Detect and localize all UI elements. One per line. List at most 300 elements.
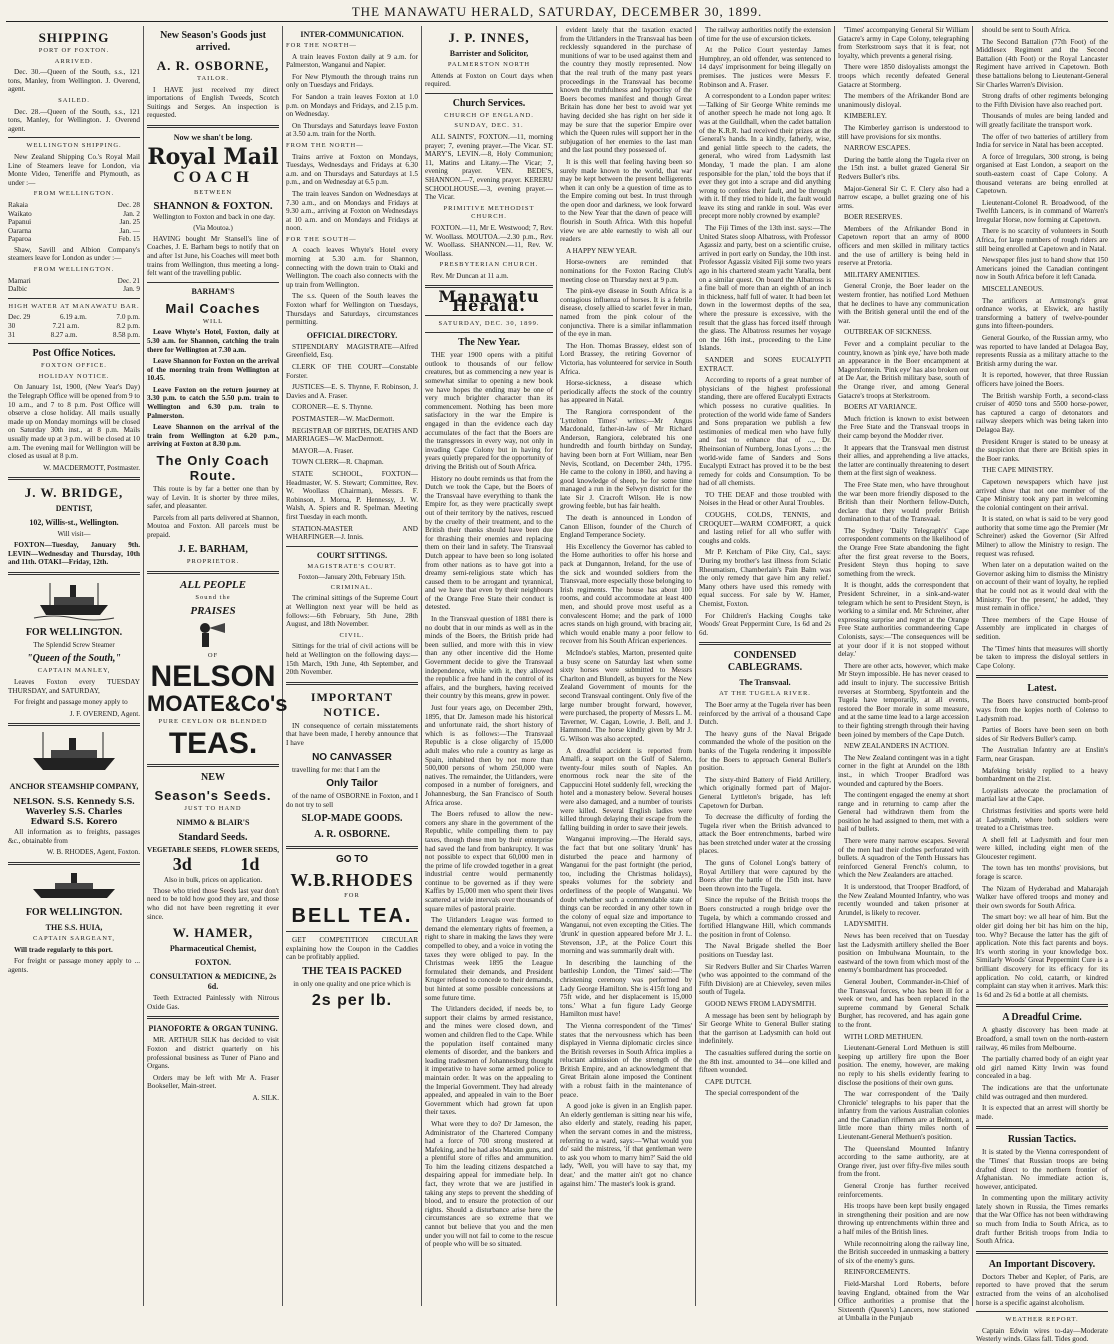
divider bbox=[147, 125, 279, 128]
paragraph: The railway authorities notify the extension of time for the use of excursion tickets. bbox=[699, 26, 831, 43]
official-directory: OFFICIAL DIRECTORY. bbox=[306, 330, 398, 340]
ship-row-cell: Dec. 28 bbox=[117, 200, 140, 209]
paragraph: His Excellency the Governor has cabled to the Home authorities to offer his horse and pack at Dungannon, Ireland, for the use of the sick and wounded soldiers from the Transvaal, more especially those belonging to Irish regiments. The house has about 100 rooms, and could accommodate at least 400 men, and should prove most useful as a convalescent Home; and the park of 1000 acres stands on high ground, with bracing air, which would enable many a poor fellow to recover from his South African experiences. bbox=[560, 542, 692, 646]
paragraph: The war correspondent of the 'Daily Chronicle' telegraphs to his paper that the infantry from the various Australian colonies and the Canadian riflemen are at Belmont, a little more than thirty miles north of Lieutenant-General Methuen's position. bbox=[838, 1090, 969, 1142]
paragraph: Fever and a complaint peculiar to the country, known as 'pink eye,' have both made an appearance in the Boer encampment at Magersfontein. 'Pink eye' has also broken out at De Aar, the British military base, south of the Orange river, and among General Gatacre's troops at Sterkstroom. bbox=[838, 340, 969, 400]
ic-3: For Sandon a train leaves Foxton at 1.0 p.m. on Mondays and Fridays, and 2.15 p.m. on Wednesday. bbox=[286, 92, 418, 119]
column-2 bbox=[147, 26, 288, 1306]
arrived-heading: ARRIVED. bbox=[54, 57, 94, 65]
weather-text: Captain Edwin wires to-day—Moderate Westerly winds. Glass fall. Tides good. bbox=[976, 1326, 1108, 1344]
paragraph: The guns of Colonel Long's battery of Royal Artillery that were captured by the Boers after the battle of the 15th inst. have been thrown into the Tugela. bbox=[699, 859, 831, 893]
divider bbox=[8, 862, 140, 865]
divider bbox=[147, 282, 279, 283]
tide-row bbox=[8, 322, 140, 331]
teeth-text: Teeth Extracted Painlessly with Nitrous Oxide Gas. bbox=[147, 994, 279, 1011]
osborne-name: A. R. OSBORNE, bbox=[156, 58, 270, 73]
sailed-heading: SAILED. bbox=[58, 96, 90, 104]
palmerston: PALMERSTON NORTH bbox=[447, 61, 531, 68]
paragraph: The partially charred body of an eight year old girl named Kitty Irwin was found concealed in a bag. bbox=[976, 1055, 1108, 1081]
tide-row-cell: 31 bbox=[8, 330, 16, 339]
paragraph: President Kruger is stated to be uneasy at the suspicion that there are British spies in the Boer ranks. bbox=[976, 437, 1108, 463]
paragraph: Strong drafts of other regiments belonging to the Fifth Division have also reached port. bbox=[976, 92, 1108, 109]
proprietor-label: PROPRIETOR. bbox=[186, 557, 240, 565]
via-moutoa: (Via Moutoa.) bbox=[193, 224, 233, 233]
methodist-text: FOXTON.—11, Mr E. Westwood; 7, Rev. W. Woollass. MOUTOA.—2.30 p.m., Rev. W. Woollass. SHANNON.—11, Rev. W. Woollass. bbox=[425, 223, 553, 258]
praises: PRAISES bbox=[190, 604, 236, 617]
paragraph: Lieutenant-General Lord Methuen is still keeping up artillery fire upon the Boer position. The enemy, however, are making no reply to his shells evidently fearing to disclose the positions of their own guns. bbox=[838, 1044, 969, 1087]
ship-row-cell: Mamari bbox=[8, 276, 31, 285]
route-text: This route is by far a better one than by way of Levin. It is shorter by three miles, safer, and pleasanter. bbox=[147, 485, 279, 511]
price-3d: 3d bbox=[172, 854, 192, 875]
splendid-steamer: The Splendid Screw Steamer bbox=[33, 640, 115, 649]
divider bbox=[976, 675, 1108, 678]
go-to: GO TO bbox=[335, 854, 369, 866]
paragraph: The Uitlanders League was formed to demand the elementary rights of freemen, a right to share in making the laws they were compelled to obey, and a voice in voting the taxes they were obliged to pay. In the Christmas week 1895 the League formulated their demands, and President Kruger refused to concede to their demands, but hinted at some possible concessions at some future time. bbox=[425, 916, 553, 1002]
silk-signature: A. SILK. bbox=[252, 1093, 279, 1102]
mail-coaches-title: Mail Coaches bbox=[165, 300, 261, 316]
tide-row-cell: 8.58 p.m. bbox=[112, 330, 140, 339]
column-1 bbox=[8, 26, 140, 1306]
important-text-3: of the name of OSBORNE in Foxton, and I do not try to sell bbox=[286, 792, 418, 809]
paragraph: What were they to do? Dr Jameson, the Administrator of the Chartered Company had a force of 700 strong mustered at Mafeking, and he had also Maxim guns, and a plentiful store of rifles and ammunition. To him the leading citizens despatched a despairing appeal for immediate help. In fact, they wrote that we are justified in taking any steps to prevent the shedding of blood, and to ensure the protection of our rights. Should a disturbance arise here the circumstances are so extreme that we cannot but believe that you and the men under you will not fail to come to the rescue of people who will be so situated. bbox=[425, 1119, 553, 1249]
paragraph: CAPE DUTCH. bbox=[705, 1077, 752, 1086]
ship-row bbox=[8, 218, 140, 227]
ship-row bbox=[8, 285, 140, 294]
methodist-heading: PRIMITIVE METHODIST CHURCH. bbox=[443, 204, 535, 221]
paragraph: THE CAPE MINISTRY. bbox=[982, 466, 1054, 475]
services-text: ALL SAINTS', FOXTON.—11, morning prayer; 7, evening prayer.—The Vicar. ST. MARY'S, LEVIN.—8, Holy Communion; 11, Matins and Litany.—The Vicar; 7, evening prayer. VEN. BEDE'S, SHANNON.—7, evening prayer. KERERU SCHOOLHOUSE.—3, evening prayer.—The Vicar. bbox=[425, 132, 553, 202]
column-rule bbox=[834, 26, 835, 1306]
paragraph: It is reported, however, that three Russian officers have joined the Boers. bbox=[976, 371, 1108, 388]
paragraph: A HAPPY NEW YEAR. bbox=[566, 246, 637, 255]
paragraph: Mafeking briskly replied to a heavy bombardment on the 21st. bbox=[976, 766, 1108, 784]
paragraph: It is expected that an arrest will shortly be made. bbox=[976, 1104, 1108, 1121]
new-goods-heading: New Season's Goods just arrived. bbox=[160, 30, 266, 53]
transvaal-heading: The Transvaal. bbox=[739, 678, 791, 688]
town-clerk: TOWN CLERK—R. Chapman. bbox=[292, 458, 384, 467]
registrar: REGISTRAR OF BIRTHS, DEATHS AND MARRIAGES—W. MacDermott. bbox=[286, 426, 418, 444]
important-notice: IMPORTANT NOTICE. bbox=[310, 689, 394, 719]
for-label: FOR bbox=[344, 892, 360, 900]
paragraph: A good joke is given in an English paper. An elderly gentleman is sitting near his wife, also elderly and stately, reading his paper, when the servant comes in and the mistress, referring to a ward, says:—'What would you do' said the mistress, 'if that gentleman were to ask you whom to marry him?' Said the old lady, 'Well, you will have to say that, my dear,' and the matter ain't got no chance against him.' The master's look is grand. bbox=[560, 1102, 692, 1188]
ship-schedule-2 bbox=[8, 277, 140, 294]
coroner: CORONER—E. S. Thynne. bbox=[292, 403, 373, 412]
divider bbox=[425, 332, 553, 333]
standard-seeds: Standard Seeds. bbox=[178, 831, 248, 843]
nz-shipping-text: New Zealand Shipping Co.'s Royal Mail Line of Steamers leave for London, via Monte Video, Teneriffe and Plymouth, as under :— bbox=[8, 152, 140, 187]
crime-heading: A Dreadful Crime. bbox=[1002, 1012, 1082, 1024]
editorial-body bbox=[425, 351, 553, 1249]
bridge-name: J. W. BRIDGE, bbox=[24, 485, 124, 501]
paragraph: It is this well that feeling having been so surely made known to the world, that war may be kept between the present belligerents when it can only be a question of time as to the Empire coming out best. In trust through the open door and darkness, we look forward to the New Year that the dawn of peace will flourish in South Africa. With this hopeful view we are able earnestly to wish all our readers bbox=[560, 157, 692, 244]
paragraph: The Boer army at the Tugela river has been reinforced by the arrival of a thousand Cape Dutch. bbox=[699, 700, 831, 727]
nimmo-blair: NIMMO & BLAIR'S bbox=[176, 817, 250, 827]
ic-6: The train leaves Sandon on Wednesdays at 7.30 a.m., and on Mondays and Fridays at 9.30 a.m., arriving at Foxton on Wednesdays at 10 a.m. and on Mondays and Fridays at noon. bbox=[286, 189, 418, 233]
nelson-title: NELSON bbox=[150, 660, 276, 694]
paragraph: The members of the Afrikander Bond are unanimously disloyal. bbox=[838, 92, 969, 109]
ship-row-cell: Paparoa bbox=[8, 235, 32, 244]
leaves-text: Leaves Foxton every TUESDAY THURSDAY, and SATURDAY, bbox=[8, 677, 140, 695]
ic-1: A train leaves Foxton daily at 9 a.m. for Palmerston, Wanganui and Napier. bbox=[286, 52, 418, 70]
paragraph: There were many narrow escapes. Several of the men had their clothes perforated with bullets. A squadron of the Tenth Hussars has reinforced General French's column, to which the New Zealanders are attached. bbox=[838, 837, 969, 880]
ship-row-cell: Jan. — bbox=[119, 226, 140, 235]
sailed-text: Dec. 28.—Queen of the South, s.s., 121 tons, Manley, for Wellington. J. Overend agent. bbox=[8, 107, 140, 133]
paragraph: The Nizam of Hyderabad and Maharajah Walker have offered troops and money and their own swords for South Africa. bbox=[976, 884, 1108, 910]
only-coach-route: The Only Coach Route. bbox=[156, 453, 270, 484]
column-5 bbox=[560, 26, 692, 1306]
latest-heading: Latest. bbox=[1027, 683, 1057, 695]
paragraph: 'Times' accompanying General Sir William Gatacre's army in Cape Colony, telegraphing from Sterkstroom says that it is fear, not loyalty, which prevents a general rising. bbox=[838, 26, 969, 60]
civil-label: CIVIL. bbox=[339, 631, 365, 639]
divider bbox=[147, 764, 279, 767]
overend-signature: J. F. OVEREND, Agent. bbox=[69, 709, 140, 718]
paragraph: The Queensland Mounted Infantry according to the same authority, are at Orange river, just over fifty-five miles south from the front. bbox=[838, 1144, 969, 1179]
divider bbox=[286, 931, 418, 932]
paragraph: The contingent engaged the enemy at short range and in returning to camp after the General had withdrawn them from the position he had assigned to them, met with a hail of bullets. bbox=[838, 791, 969, 834]
for-wellington-heading: FOR WELLINGTON. bbox=[25, 626, 123, 638]
pharm-chemist: Pharmaceutical Chemist, bbox=[169, 944, 257, 954]
russian-heading: Russian Tactics. bbox=[1007, 1134, 1077, 1146]
paragraph: A message has been sent by heliograph by Sir George White to General Buller stating that the garrison at Ladysmith can hold out indefinitely. bbox=[699, 1011, 831, 1046]
paragraph: The Uitlanders decided, if needs be, to support their claims by armed resistance, and the mines were closed down, and women and children fled to the Cape. While the population itself contained many elements of disorder, and the bankers and leading tradesmen of Johannesburg thought it imperative to have some armed police to maintain order. It was on the appealing to the Imperial Government. They had already appealed, and appealed in vain to the Boer Government which had grown fat upon their taxes. bbox=[425, 1005, 553, 1117]
paragraph: Loyalists advocate the proclamation of martial law at the Cape. bbox=[976, 786, 1108, 804]
dentist-label: DENTIST, bbox=[55, 504, 93, 514]
from-wellington-heading: FROM WELLINGTON. bbox=[33, 190, 115, 198]
ship-row-cell: Dalbic bbox=[8, 285, 28, 294]
paragraph: The 'Times' hints that measures will shortly be taken to impress the disloyal settlers in Cape Colony. bbox=[976, 644, 1108, 670]
freight-text: For freight and passage money apply to bbox=[14, 698, 128, 707]
divider bbox=[425, 93, 553, 94]
ic-7: A coach leaves Whyte's Hotel every morning at 5.30 a.m. for Shannon, connecting with the down train to Otaki and Wellington. The coach also connects with the up train from Wellington. bbox=[286, 246, 418, 289]
no-canvasser: NO CANVASSER bbox=[312, 751, 392, 763]
paragraph: Christmas festivities and sports were held at Ladysmith, where both soldiers were treated to a Christmas tree. bbox=[976, 806, 1108, 833]
ship-row bbox=[8, 201, 140, 210]
just-to-hand: JUST TO HAND bbox=[184, 804, 242, 812]
seed-prices bbox=[147, 846, 279, 875]
paragraph: There were 1850 disloyalists amongst the troops which recently defeated General Gatacre at Stormberg. bbox=[838, 63, 969, 89]
divider bbox=[8, 723, 140, 726]
tide-row-cell: 7.21 a.m. bbox=[52, 322, 80, 331]
divider bbox=[8, 477, 140, 480]
paragraph: Mr P. Ketcham of Pike City, Cal., says: 'During my brother's last illness from Sciatic Rheumatism, Chamberlain's Pain Balm was the only remedy that gave him any relief.' Many others have used this remedy with equal success. For sale by W. Hamer, Chemist, Foxton. bbox=[699, 548, 831, 608]
column-rule bbox=[421, 26, 422, 1306]
discovery-heading: An Important Discovery. bbox=[988, 1258, 1096, 1270]
paragraph: Sir Redvers Buller and Sir Charles Warren (who was appointed to the command of the Fifth Division) are at Chieveley, seven miles south of Tugela. bbox=[699, 962, 831, 997]
paragraph: The Australian Infantry are at Enslin's Farm, near Graspan. bbox=[976, 746, 1108, 763]
paragraph: Just four years ago, on December 29th, 1895, that Dr. Jameson made his historical and unfortunate raid, the short history of which is as follows:—The Transvaal Republic is a close oligarchy of 15,000 adult males who rule a country as large as Spain, inhabited then by not more than 500,000 persons of whom 250,000 were natives. The remainder, the Uitlanders, were composed in a number of foreigners, and Johannesburg, the San Francisco of South Africa arose. bbox=[425, 704, 553, 807]
column-7 bbox=[838, 26, 969, 1323]
mail-coach-3: Leave Foxton on the return journey at 3.30 p.m. to catch the 5.50 p.m. train to Wellington and 6.30 p.m. train to Palmerston. bbox=[147, 385, 279, 420]
paragraph: MISCELLANEOUS. bbox=[982, 285, 1044, 294]
criminal-label: CRIMINAL. bbox=[330, 583, 374, 591]
tugela-paragraphs bbox=[699, 701, 831, 1098]
divider bbox=[8, 137, 140, 138]
paragraph: History no doubt reminds us that from the Dutch we took the Cape, but the Boers of the Transvaal have everything to thank the Empire for, as they were practically swept out of their territory by the natives, rescued by the cruelty of their treatment, and to the British their thanks should have been due for thrashing their enemies and replacing them on their land in safety. The Transvaal Dutch appear to have been so long isolated from other nations as to have got into a dreamy semi-religious state which has caused them to be arrogant and tyrannical, and we have that even by their neighbours of the Orange Free State their conduct is detested. bbox=[425, 474, 553, 612]
divider bbox=[976, 1311, 1108, 1312]
paragraph: A ghastly discovery has been made at Broadford, a small town on the north-eastern railway, 46 miles from Melbourne. bbox=[976, 1026, 1108, 1052]
tide-row-cell: 8.27 a.m. bbox=[50, 330, 78, 339]
masthead-rule bbox=[6, 21, 1108, 22]
port-heading: PORT OF FOXTON. bbox=[38, 47, 110, 54]
paragraph: Thousands of mules are being landed and will greatly facilitate the transport work. bbox=[976, 112, 1108, 129]
post-office-text: On January 1st, 1900, (New Year's Day) the Telegraph Office will be opened from 9 to 10 a.m., and 7 to 8 p.m. Post Office will observe a close holiday. All mails usually made up on Monday mornings will be closed on Saturday 30th inst., at 8 p.m. Mails usually made up at 3 p.m. will be closed at 10 a.m. The evening mail for Wellington will be closed as usual at 8 p.m. bbox=[8, 383, 140, 461]
paragraph: News has been received that on Tuesday last the Ladysmith artillery shelled the Boer position on Imbulwana Mountain, to the eastward of the town from which most of the enemy's bombardment has proceeded. bbox=[838, 932, 969, 975]
new-year-heading: The New Year. bbox=[458, 337, 520, 349]
barhams-heading: BARHAM'S bbox=[191, 286, 235, 296]
paragraph: Horse-owners are reminded that nominations for the Foxton Racing Club's meeting close on Thursday next at 9 p.m. bbox=[560, 258, 692, 284]
piano-heading: PIANOFORTE & ORGAN TUNING. bbox=[148, 1024, 278, 1034]
news-paragraphs bbox=[560, 26, 692, 1188]
paragraph: It appears that the Transvaal men distrust their allies, and apprehending a live attacks, the latter are continually threatening to desert them at the first sign of weakness. bbox=[838, 443, 969, 478]
crime-paragraphs bbox=[976, 1026, 1108, 1121]
paragraph: NARROW ESCAPES. bbox=[844, 144, 911, 153]
tugela-heading: AT THE TUGELA RIVER. bbox=[719, 690, 811, 698]
clerk: CLERK OF THE COURT—Constable Forster. bbox=[286, 363, 418, 380]
from-wellington-heading: FROM WELLINGTON. bbox=[33, 266, 115, 274]
only-tailor: Only Tailor bbox=[326, 778, 378, 790]
tide-row-cell: Dec. 29 bbox=[8, 313, 31, 322]
paragraph: Horse-sickness, a disease which periodically affects the stock of the country has appeared in Natal. bbox=[560, 379, 692, 405]
paragraph: Lieutenant-Colonel R. Broadwood, of the Twelfth Lancers, is in command of Warren's Irregular Horse, now forming at Capetown. bbox=[976, 198, 1108, 224]
discovery-paragraphs bbox=[976, 1273, 1108, 1307]
ic-8: The s.s. Queen of the South leaves the Foxton wharf for Wellington on Tuesdays, Thursdays and Saturdays, circumstances permitting. bbox=[286, 292, 418, 327]
ship-row-cell: Dec. 21 bbox=[117, 276, 140, 285]
paragraph: Three members of the Cape House of Assembly are implicated in charges of sedition. bbox=[976, 615, 1108, 641]
paragraph: The pink-eye disease in South Africa is a contagious influenza of horses. It is a febrile disease, closely allied to scarlet fever in man, named from the pink colour of the conjunctiva. There is a similar inflammation of the eye in man. bbox=[560, 287, 692, 339]
civil-text: Sittings for the trial of civil actions will be held at Wellington on the following days:—15th March, 19th June, 4th September, and 20th November. bbox=[286, 642, 418, 677]
paragraph: The British warship Forth, a second-class cruiser of 4050 tons and 5500 horse-power, has captured a cargo of detonators and railway sleepers which was being taken into Delagoa Bay. bbox=[976, 391, 1108, 434]
important-text-2: travelling for me: that I am the bbox=[292, 765, 381, 774]
paragraph: OUTBREAK OF SICKNESS. bbox=[844, 328, 932, 337]
paragraph: The Hon. Thomas Brassey, eldest son of Lord Brassey, the retiring Governor of Victoria, has volunteered for service in South Africa. bbox=[560, 341, 692, 376]
presbyterian-heading: PRESBYTERIAN CHURCH. bbox=[439, 261, 539, 269]
court-sittings: COURT SITTINGS. bbox=[316, 550, 388, 560]
paragraph: BOER RESERVES. bbox=[844, 213, 903, 222]
paragraph: SANDER and SONS EUCALYPTI EXTRACT. bbox=[699, 355, 831, 373]
tide-row bbox=[8, 313, 140, 322]
paragraph: There are other acts, however, which make Mr Steyn impossible. He has never ceased to add insult to injury. The successive British reverses at Stormberg, Spytfontein and the Tugela have temporarily, at all events, restored the Boer morale in some measure, and at the same time lead to a large accession to their fighting strength through their having been joined by members of the Cape Dutch. bbox=[838, 661, 969, 739]
latest-paragraphs bbox=[976, 697, 1108, 999]
paragraph: The New Zealand contingent was in a tight corner in the fight at Arundel on the 18th inst., in which Trooper Bradford was wounded and captured by the Boers. bbox=[838, 753, 969, 788]
column-6 bbox=[699, 26, 831, 1306]
paragraph: There is no scarcity of volunteers in South Africa, for large numbers of rough riders are still being enrolled at Capetown and in Natal. bbox=[976, 227, 1108, 253]
paragraph: A force of Irregulars, 300 strong, is being organised at East London, a seaport on the south-eastern coast of Cape Colony. A thousand veterans are being enrolled at Capetown. bbox=[976, 152, 1108, 196]
station-master: STATION-MASTER AND WHARFINGER—J. Innis. bbox=[286, 524, 418, 542]
paragraph: A dreadful accident is reported from Amalfi, a seaport on the Gulf of Salerno, twenty-four miles south of Naples. An enormous rock near the site of the Cappuccini Hotel suddenly fell, wrecking the hotel and a monastery below. Several houses were also damaged, and a number of tourists were killed. Several English ladies were killed through delaying their escape from the falling building in order to save their jewels. bbox=[560, 746, 692, 832]
paragraph: Capetown newspapers which have just arrived show that not one member of the Cape Ministry took any part in welcoming the colonial contingent on their arrival. bbox=[976, 477, 1108, 512]
divider bbox=[147, 1016, 279, 1019]
wellington-shipping-heading: WELLINGTON SHIPPING. bbox=[26, 142, 122, 150]
from-the-north: FROM THE NORTH— bbox=[286, 141, 364, 149]
paragraph: General Gourko, of the Russian army, who was reported to have landed at Delagoa Bay, represents Russia as a military attache to the British army during the war. bbox=[976, 334, 1108, 368]
mail-coach-4: Leave Shannon on the arrival of the train from Wellington at 6.20 p.m., arriving at Foxton at 8.30 p.m. bbox=[147, 423, 279, 449]
ship-row-cell: Jan. 2 bbox=[123, 209, 140, 218]
state-school: STATE SCHOOL, FOXTON—Headmaster, W. S. Stewart; Committee, Rev. W. Woollass (Chairman), Messrs. F. Robinson, J. Moroa, P. Hennessy, J. W. Walsh, A. Spiers and R. Spelman. Meeting first Tuesday in each month. bbox=[286, 469, 418, 521]
captain-manley: CAPTAIN MANLEY, bbox=[37, 667, 111, 675]
paragraph: To decrease the difficulty of fording the Tugela river when the British advanced to attack the Boer entrenchments, barbed wire has been stretched under water at the crossing places. bbox=[699, 813, 831, 856]
paragraph: The Boers refused to allow the new-comers any share in the government of the Republic, while compelling them to pay taxes, though these men by their enterprise had saved the land from bankruptcy. It was not possible to expect that 60,000 men in the prime of life crowded together in a great industrial centre would permanently continue to be governed as if they were Kaffirs by 15,000 men who spent their lives scattered at wide intervals over thousands of square miles of pastoral prairie. bbox=[425, 810, 553, 913]
paragraph: The town has ten months' provisions, but forage is scarce. bbox=[976, 864, 1108, 882]
presbyterian-text: Rev. Mr Duncan at 11 a.m. bbox=[431, 271, 509, 280]
for-the-south: FOR THE SOUTH— bbox=[286, 235, 357, 243]
mail-coach-1: Leave Whyte's Hotel, Foxton, daily at 5.30 a.m. for Shannon, catching the train there for Wellington at 7.30 a.m. bbox=[147, 328, 279, 354]
paragraph: General Cronje, the Boer leader on the western frontier, has notified Lord Methuen that he declines to have any communication with the British general until the end of the war. bbox=[838, 282, 969, 325]
tide-row-cell: 7.0 p.m. bbox=[116, 313, 140, 322]
paragraph: The Fiji Times of the 13th inst. says:—The United States sloop Albatross, with Professor Agassiz and party, best on a scientific cruise, arrived in port early on Sunday, the 10th inst. Professor Agassiz visited Fiji some two years ago in his chartered steam yacht Yaralla, bent on a similar quest. On board the Albatross is a fine ball of more than an eighth of an inch in thickness, half full of water. It had been let down in the lowermost depths of the sea, where the pressure is excessive, with the result that the glass has forced itself through the glass. The Albatross resumes her voyage on the 16th inst., proceeding to the Line Islands. bbox=[699, 224, 831, 353]
paragraph: Wanganui improving.—The Herald says, the fact that but one solitary 'drunk' has disturbed the peace and harmony of Wanganui for the past fortnight (the period, too, including the Christmas holidays), speaks volumes for the sobriety and orderliness of the people of Wanganui. We doubt whether such a commendable state of things can be recorded in any other town in the colony of equal size and importance to Wanganui, not even excepting the Cities. The 'drunk' in question appeared before Mr J. L. Stevenson, J.P., at the Police Court this morning and was summarily dealt with. bbox=[560, 835, 692, 956]
will-visit-label: Will visit— bbox=[57, 530, 91, 539]
paragraph: For Children's Hacking Coughs take Woods' Great Peppermint Cure, 1s 6d and 2s 6d. bbox=[699, 611, 831, 637]
huia-text: Will trade regularly to this port. bbox=[14, 945, 113, 954]
foxton-label: FOXTON. bbox=[194, 958, 232, 968]
coach-text: Wellington to Foxton and back in one day. bbox=[153, 212, 275, 221]
important-text: IN consequence of certain misstatements that have been made, I hereby announce that I have bbox=[286, 721, 418, 747]
paragraph: In commenting upon the military activity lately shown in Russia, the Times remarks that the War Office has not been withdrawing so much from India to South Africa, as to draft further British troops from India to South Africa. bbox=[976, 1194, 1108, 1246]
rhodes-signature: W. B. RHODES, Agent, Foxton. bbox=[46, 848, 140, 857]
paragraph: During the battle along the Tugela river on the 15th inst. a bullet grazed General Sir Redvers Buller's ribs. bbox=[838, 155, 969, 181]
paragraph: Newspaper files just to hand show that 150 Americans joined the Canadian contingent now in South Africa before it left Canada. bbox=[976, 256, 1108, 282]
criminal-text: The criminal sittings of the Supreme Court at Wellington next year will be held as follows:—6th February, 5th June, 28th August, and 18th November. bbox=[286, 594, 418, 629]
mail-coach-2: Leave Shannon for Foxton on the arrival of the morning train from Wellington at 10.45. bbox=[147, 357, 279, 383]
queen-of-south: "Queen of the South," bbox=[27, 653, 121, 665]
mag-court: MAGISTRATE'S COURT. bbox=[307, 562, 397, 570]
flower-seeds: FLOWER SEEDS, bbox=[220, 845, 279, 854]
post-office-heading: Post Office Notices. bbox=[32, 348, 116, 360]
church-services: Church Services. bbox=[452, 97, 526, 109]
anchor-info-text: All information as to freights, passages &c., obtainable from bbox=[8, 828, 140, 845]
paragraph: KIMBERLEY. bbox=[844, 112, 887, 121]
ic-2: For New Plymouth the through trains run only on Tuesdays and Fridays. bbox=[286, 72, 418, 90]
teas-title: TEAS. bbox=[168, 726, 258, 760]
ship-row-cell: Oararna bbox=[8, 226, 32, 235]
price-1d: 1d bbox=[240, 854, 260, 875]
divider bbox=[8, 572, 140, 575]
paragraph: McIndoe's stables, Marton, presented quite a busy scene on Saturday last when some sixty horses were submitted to Messrs Charlton and Blundell, as buyers for the New Zealand Government of mounts for the second Transvaal contingent. Only five of the large number brought forward, however, were purchased, the property of Messrs L. M. Taverner, W. Cagan, Lowrie, J. Bell, and J. Hammond. The horse kindly given by Mr J. G. Wilson was also accepted. bbox=[560, 648, 692, 743]
paragraph: The Sydney 'Daily Telegraph's' Cape correspondent comments on the likelihood of the Orange Free State abandoning the fight after the first great reverse to the Boers, President Steyn thus hoping to save something from the wreck. bbox=[838, 526, 969, 578]
consultation: CONSULTATION & MEDICINE, 2s 6d. bbox=[149, 972, 277, 992]
paragraph: REINFORCEMENTS. bbox=[844, 1268, 911, 1277]
divider bbox=[976, 1251, 1108, 1254]
column-4 bbox=[425, 26, 553, 1306]
paragraph: should be sent to South Africa. bbox=[982, 26, 1071, 34]
ship-row bbox=[8, 277, 140, 286]
paragraph: The artificers at Armstrong's great ordnance works, at Elswick, are hastily transforming a battery of twelve-pounder guns into fifteen-pounders. bbox=[976, 296, 1108, 331]
for-the-north: FOR THE NORTH— bbox=[286, 42, 357, 49]
tea-packed: THE TEA IS PACKED bbox=[302, 965, 402, 977]
postmaster-signature: W. MACDERMOTT, Postmaster. bbox=[43, 463, 140, 472]
postmaster: POSTMASTER—W. MacDermott. bbox=[292, 414, 395, 423]
for-wellington-2: FOR WELLINGTON. bbox=[25, 907, 123, 919]
divider bbox=[147, 571, 279, 574]
paragraph: Much friction is known to exist between the Free State and the Transvaal troops in their camp beyond the Modder river. bbox=[838, 414, 969, 440]
new-label: NEW bbox=[201, 771, 225, 783]
divider bbox=[8, 343, 140, 344]
paragraph: GOOD NEWS FROM LADYSMITH. bbox=[705, 999, 817, 1008]
mayor: MAYOR—A. Fraser. bbox=[292, 446, 354, 455]
shaw-savill-text: Shaw, Savill and Albion Company's steamers leave for London as under :— bbox=[8, 245, 140, 263]
issue-date: SATURDAY, DEC. 30, 1899. bbox=[438, 319, 540, 327]
all-people: ALL PEOPLE bbox=[180, 579, 246, 592]
between-label: BETWEEN bbox=[193, 188, 233, 196]
column-3 bbox=[286, 26, 418, 1306]
paragraph: MILITARY AMENITIES. bbox=[844, 270, 920, 279]
steamship-icon bbox=[34, 581, 114, 621]
column-8 bbox=[976, 26, 1108, 1344]
russian-paragraphs bbox=[976, 1148, 1108, 1246]
tide-row bbox=[8, 331, 140, 340]
attends-text: Attends at Foxton on Court days when required. bbox=[425, 71, 553, 89]
seasons-seeds: Season's Seeds. bbox=[154, 787, 272, 803]
ship-schedule-1 bbox=[8, 201, 140, 244]
anchor-steamship-icon bbox=[29, 732, 119, 776]
huia-heading: THE S.S. HUIA, bbox=[45, 923, 103, 933]
weather-heading: WEATHER REPORT. bbox=[1005, 1316, 1079, 1324]
column-rule bbox=[972, 26, 973, 1306]
intercomm-heading: INTER-COMMUNICATION. bbox=[300, 30, 404, 39]
paragraph: The Rangiora correspondent of the 'Lyttelton Times' writes:—Mr Angus Macdonald, father-in-law of Mr Richard Anderson, Rangiora, celebrated his one hundredth and fourth birthday on Sunday, having been born at Fort William, near Ben Nevis, Scotland, on December 24th, 1795. He came to the colony in 1860, and having a good knowledge of sheep, he for some time managed a run in the Selwyn district for the late Sir J. Cracroft Wilson. He is now growing feeble, but has fair health. bbox=[560, 407, 692, 511]
paragraph: COUGHS, COLDS, TENNIS, and CROQUET—WARM COMFORT, a quick and lasting relief for all who suffer with coughs and colds. bbox=[699, 511, 831, 545]
paragraph: NEW ZEALANDERS IN ACTION. bbox=[844, 742, 949, 751]
paragraph: THE year 1900 opens with a pitiful outlook to thousands of our fellow creatures, but as commencing a new year is somewhat similar to opening a new book we have hopes the ending may be one of very much brighter character than its commencement. Nothing has been more satisfactory in the war the Empire is engaged in than the evidence each day accumulates of the fact that the Boers are the transgressors in every way, not only in invading Cape Colony but in having for years quietly prepared for the opportunity of driving the British out of South Africa. bbox=[425, 351, 553, 471]
huia-freight-text: For freight or passage money apply to ... agents. bbox=[8, 957, 140, 974]
paragraph: Since the repulse of the British troops the Boers constructed a rough bridge over the Tugela, by which a commando crossed and fortified Hlangwane Hill, which commands the position in front of Colenso. bbox=[699, 896, 831, 939]
anchor-company: ANCHOR STEAMSHIP COMPANY, bbox=[9, 782, 139, 792]
mag-text: Foxton—January 20th, February 15th. bbox=[298, 573, 406, 582]
bulk-text: Also in bulk, prices on application. bbox=[163, 876, 263, 885]
paragraph: His troops have been kept busily engaged in strengthening their position and are now throwing up entrenchments within three and a half miles of the British lines. bbox=[838, 1202, 969, 1236]
paragraph: WITH LORD METHUEN. bbox=[844, 1032, 923, 1041]
divider bbox=[976, 1004, 1108, 1007]
bridge-address: 102, Willis-st., Wellington. bbox=[29, 518, 119, 528]
of-label: OF bbox=[207, 651, 219, 659]
silk-text: MR. ARTHUR SILK has decided to visit Foxton and district quarterly on his professional business as Tuner of Piano and Organs. bbox=[147, 1036, 279, 1071]
column-rule bbox=[143, 26, 144, 1306]
paragraph: The sixty-third Battery of Field Artillery, which originally formed part of Major-General Lyttleton's brigade, has left Capetown for Durban. bbox=[699, 775, 831, 810]
tea-price: 2s per lb. bbox=[311, 992, 393, 1010]
divider bbox=[8, 298, 140, 299]
orders-text: Orders may be left with Mr A. Fraser Bookseller, Main-street. bbox=[147, 1073, 279, 1091]
holiday-notice-heading: HOLIDAY NOTICE. bbox=[38, 372, 110, 380]
paragraph: The special correspondent of the bbox=[705, 1089, 799, 1098]
bell-tea: BELL TEA. bbox=[291, 904, 413, 927]
paragraph: In the Transvaal question of 1881 there is no doubt that in our minds as well as in the minds of the Boers, the British pride had been sullied, and more with this in view than any other incentive did the Home Government decide to give the Transvaal independence, while with it, they allowed the republic a free hand in the control of its affairs, and the burghers, having received their country by this means, grew in power. bbox=[425, 615, 553, 701]
paragraph: Parties of Boers have been seen on both sides of Sir Redvers Buller's camp. bbox=[976, 726, 1108, 743]
parcels-text: Parcels from all parts delivered at Shannon, Moutoa and Foxton. All parcels must be prepaid. bbox=[147, 513, 279, 539]
paragraph: General Cronje has further received reinforcements. bbox=[838, 1182, 969, 1199]
paragraph: Doctors Theber and Kepler, of Paris, are reported to have proved that the serum extracted from the veins of an alcoholised horse is a specific against alcoholism. bbox=[976, 1272, 1108, 1307]
moate-title: MOATE&Co's bbox=[147, 691, 288, 717]
competition-text: GET COMPETITION CIRCULAR explaining how the Coupon in the Caddies can be profitably applied. bbox=[286, 935, 418, 962]
paragraph: The death is announced in London of Canon Ellison, founder of the Church of England Temperance Society. bbox=[560, 514, 692, 540]
stipendiary: STIPENDIARY MAGISTRATE—Alfred Greenfield, Esq. bbox=[286, 342, 418, 360]
osborne-text: I HAVE just received my direct importations of English Tweeds, Scotch Suitings and Serges. An inspection is requested. bbox=[147, 85, 279, 120]
divider bbox=[286, 682, 418, 685]
ic-4: On Thursdays and Saturdays leave Foxton at 3.50 a.m. train for the North. bbox=[286, 121, 418, 139]
masthead bbox=[0, 0, 1114, 22]
divider bbox=[699, 642, 831, 645]
coach-body: HAVING bought Mr Stansell's line of Coaches, J. E. Barham begs to notify that on and after 1st June, his Coaches will meet both trains from Wellington, thus meeting a long-felt want of the travelling public. bbox=[147, 234, 279, 278]
tide-row-cell: 8.2 p.m. bbox=[116, 322, 140, 331]
paragraph: According to reports of a great number of physicians of the highest professional standing, there are offered Eucalypti Extracts which possess no curative qualities. In protection of the world wide fame of Sanders and Sons preparation we publish a few testimonies of medical men who have fully and fast to enhance that of ..., Dr. Rheinsonian of Nurnberg, Jonas Lyons ...: the world-wide fame of Sanders and Sons Eucalypti Extract has proved it to be the best remedy for colds and Consumption. To be had of all chemists. bbox=[699, 376, 831, 488]
royal-mail-title: Royal Mail bbox=[147, 143, 279, 170]
paragraph: It is stated, on what is said to be very good authority that some time ago the Premier (Mr Schreiner) asked the Governor (Sir Alfred Milner) to allow the Ministry to resign. The request was refused. bbox=[976, 515, 1108, 558]
barham-name: J. E. BARHAM, bbox=[178, 543, 248, 555]
cable-paragraphs bbox=[838, 26, 969, 1323]
ship-row-cell: Papanui bbox=[8, 218, 32, 227]
royal-mail-ad bbox=[147, 145, 279, 213]
paragraph: Field-Marshal Lord Roberts, before leaving England, obtained from the War Office authorities a promise that the Sixteenth (Queen's) Lancers, now stationed at Umballa in the Punjaub bbox=[838, 1279, 969, 1323]
news-paragraphs bbox=[699, 26, 831, 637]
